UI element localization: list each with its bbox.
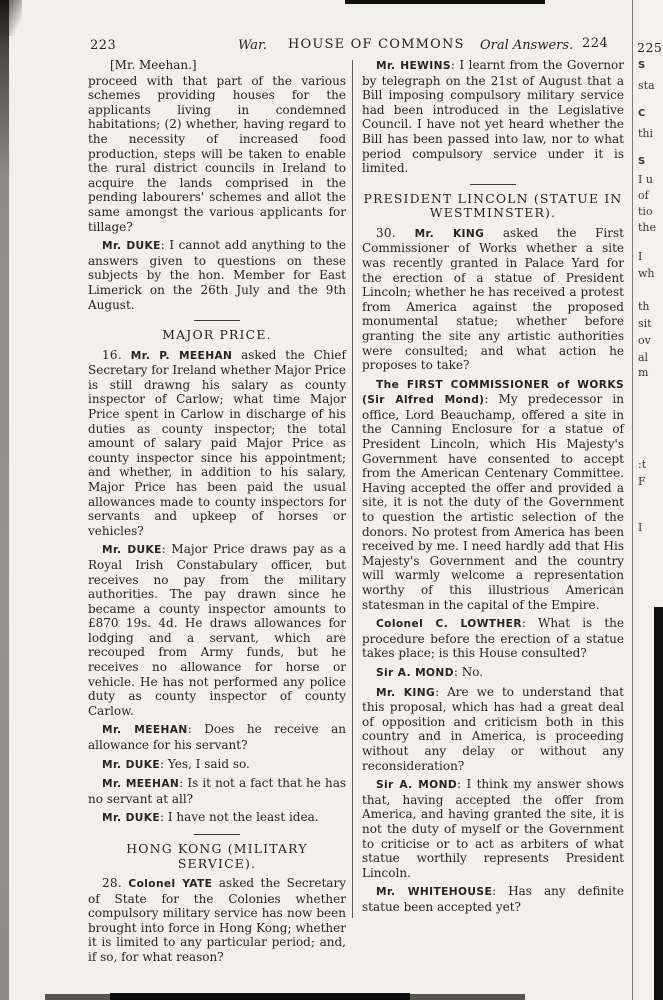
speech-paragraph: Mr. HEWINS: I learnt from the Governor by telegraph on the 21st of August that a Bill imposing compulsory military service had been introduced in the Legislative Council. I have not yet heard whether the Bill has been passed into law, nor to what period compulsory service under it is limited.: [362, 58, 625, 176]
speech-paragraph: Mr. DUKE: I have not the least idea.: [102, 810, 319, 825]
speech-text: Is it not a fact that he has no servant at all?: [88, 776, 347, 806]
speaker-name: Mr. DUKE: [102, 758, 161, 771]
speech-paragraph: Mr. MEEHAN: Is it not a fact that he has no servant at all?: [88, 776, 347, 806]
page-number-right: 224: [582, 36, 609, 51]
next-page-fragment: S: [638, 60, 646, 71]
next-page-fragment: F: [638, 475, 646, 488]
speaker-name: Colonel YATE: [128, 878, 213, 890]
speech-paragraph: [88, 74, 346, 235]
speech-paragraph: Mr. DUKE: Major Price draws pay as a Royal Irish Constabulary officer, but receives no pay from the military authorities. The pay drawn since he became a county inspector amounts to £870 19s. 4d. He draws allowances for lodging and a servant, which are recouped from Army funds, but he receives no allowance for horse or vehicle. He has not performed any police duty as county inspector of county Carlow.: [88, 542, 347, 718]
question-number: 30.: [376, 225, 396, 240]
question-number: 28.: [102, 876, 122, 890]
speaker-name: Mr. KING: [376, 686, 436, 699]
next-page-fragment: m: [638, 366, 649, 379]
speaker-name: Colonel C. LOWTHER: [376, 618, 522, 631]
next-page-fragment: thi: [638, 127, 654, 140]
speech-text: I think my answer shows that, having accepted the offer from America, and having granted the site, it is not the duty of myself or the Government to criticise or to act as arbiters of what statue worthily represents President Lincoln.: [362, 777, 625, 880]
speech-paragraph: Sir A. MOND: I think my answer shows that, having accepted the offer from America, and having granted the site, it is not the duty of myself or the Government to criticise or to act as arbiters of what statue worthily represents President Lincoln.: [362, 777, 625, 880]
next-page-fragment: al: [638, 351, 649, 364]
speaker-name: The FIRST COMMISSIONER of WORKS (Sir Alfred Mond): [362, 378, 624, 407]
next-page-fragment: tio: [638, 205, 653, 218]
page-223-224: [10, 0, 632, 1000]
next-page-fragment: sit: [638, 317, 652, 330]
speaker-name: Sir A. MOND: [376, 779, 458, 792]
speech-text: Are we to understand that this proposal, which has had a great deal of opposition and criticism both in this country and in America, is proceeding without any delay or without any reconsideration?: [362, 684, 625, 773]
speech-text: Major Price draws pay as a Royal Irish Constabulary officer, but receives no pay from the military authorities. The pay drawn since he became a county inspector amounts to £870 19s. 4d. He draws allowances for lodging and a servant, which are recouped from Army funds, but he receives no allowance for horse or vehicle. He has not performed any police duty as county inspector of county Carlow.: [88, 542, 347, 718]
speaker-name: Mr. DUKE: [102, 240, 161, 253]
page-number-left: 223: [90, 38, 117, 53]
speaker-name: Mr. KING: [414, 227, 485, 240]
next-page-fragment: th: [638, 300, 650, 313]
header-center-title: HOUSE OF COMMONS: [288, 37, 465, 52]
question-paragraph: [88, 876, 346, 965]
speaker-name: Mr. HEWINS: [376, 60, 451, 72]
speech-text: asked the Chief Secretary for Ireland whether Major Price is still drawng his salary as county inspector of Carlow; what time Major Price spent in Carlow in discharge of his duties as county inspector; the total amount of salary paid Major Price as county inspector since his appointment; and whether, in addition to his salary, Major Price has been paid the usual allowances made to county inspectors for servants and upkeep of horses or vehicles?: [88, 347, 346, 538]
speech-text: Has any definite statue been accepted yet?: [362, 884, 624, 914]
speech-paragraph: The FIRST COMMISSIONER of WORKS (Sir Alfred Mond): My predecessor in office, Lord Beauchamp, offered a site in the Canning Enclosure for a statue of President Lincoln, which His Majesty's Government have consented to accept from the American Centenary Committee. Having accepted the offer and provided a site, it is not the duty of the Government to question the artistic selection of the donors. No protest from America has been received by me. I need hardly add that His Majesty's Government and the country will warmly welcome a representation worthy of this illustrious American statesman in the capital of the Empire.: [362, 378, 624, 612]
speaker-name: Sir A. MOND: [376, 666, 454, 679]
scan-corner-shadow: [9, 0, 22, 36]
scan-bottom-black-bar: [110, 993, 410, 1000]
speech-text: I cannot add anything to the answers given to questions on these subjects by the hon. Member for East Limerick on the 26th July and the 9th August.: [88, 238, 346, 312]
next-page-fragment: wh: [638, 267, 655, 280]
next-page-fragment: I: [638, 250, 643, 263]
speaker-name: Mr. MEEHAN: [102, 778, 180, 791]
next-page-fragment: S: [638, 156, 646, 167]
speaker-name: Mr. P. MEEHAN: [130, 349, 233, 362]
speaker-name: Mr. WHITEHOUSE: [376, 886, 493, 899]
right-column: [362, 58, 624, 918]
speech-paragraph: Mr. MEEHAN: Does he receive an allowance for his servant?: [88, 722, 347, 753]
section-heading: MAJOR PRICE.: [162, 327, 272, 343]
speech-text: Does he receive an allowance for his servant?: [88, 722, 347, 753]
next-page-fragment: I: [638, 521, 643, 534]
page-number-next: 225: [637, 40, 663, 55]
next-page-fragment: ov: [638, 334, 651, 347]
scan-right-black-edge: [654, 607, 663, 1000]
scan-top-black-bar: [345, 0, 545, 4]
speaker-name: Mr. DUKE: [102, 544, 162, 557]
speech-text: asked the First Commissioner of Works whether a site was recently granted in Palace Yard for the erection of a statue of President Lincoln; whether he has received a protest from America against the proposed monumental statue; whether before granting the site any artistic authorities were consulted; and what action he proposes to take?: [362, 225, 624, 373]
speech-text: I have not the least idea.: [167, 810, 319, 825]
question-paragraph: [362, 226, 624, 373]
speech-paragraph: Sir A. MOND: No.: [376, 664, 484, 679]
speech-paragraph: Mr. DUKE: Yes, I said so.: [102, 756, 250, 771]
section-heading: HONG KONG (MILITARY SERVICE).: [126, 841, 308, 871]
next-page-fragment: I u: [638, 173, 653, 186]
speech-text: What is the procedure before the erection of a statue takes place; is this House consulted?: [362, 616, 624, 661]
section-separator-rule: [194, 834, 240, 835]
question-paragraph: [88, 348, 346, 539]
next-page-fragment: :t: [638, 458, 647, 471]
speech-paragraph: Mr. KING: Are we to understand that this proposal, which has had a great deal of opposition and criticism both in this country and in America, is proceeding without any delay or without any reconsideration?: [362, 684, 625, 773]
speech-text: proceed with that part of the various schemes providing houses for the applicants living in condemned habitations; (2) whether, having regard to the necessity of increased food production, steps will be taken to enable the rural district councils in Ireland to acquire the lands comprised in the pending labourers' schemes and allot the same amongst the various applicants for tillage?: [88, 73, 346, 234]
speech-text: Yes, I said so.: [167, 756, 250, 771]
question-number: 16.: [102, 347, 122, 362]
running-title-right: Oral Answers.: [480, 38, 574, 53]
speech-text: asked the Secretary of State for the Colonies whether compulsory military service has now been brought into force in Hong Kong; whether it is limited to any particular period; and, if so, for what reason?: [88, 876, 346, 964]
next-page-fragment: sta: [638, 79, 655, 92]
section-separator-rule: [470, 184, 516, 185]
next-page-fragment: of: [638, 189, 649, 202]
speech-text: My predecessor in office, Lord Beauchamp, offered a site in the Canning Enclosure for a statue of President Lincoln, which His Majesty's Government have consented to accept from the American Centenary Committee. Having accepted the offer and provided a site, it is not the duty of the Government to question the artistic selection of the donors. No protest from America has been received by me. I need hardly add that His Majesty's Government and the country will warmly welcome a representation worthy of this illustrious American statesman in the capital of the Empire.: [362, 392, 624, 612]
section-heading: PRESIDENT LINCOLN (STATUE IN WESTMINSTER).: [363, 190, 623, 221]
running-title-left: War.: [238, 38, 267, 53]
speech-paragraph: Mr. WHITEHOUSE: Has any definite statue been accepted yet?: [362, 884, 624, 914]
speech-text: I learnt from the Governor by telegraph on the 21st of August that a Bill imposing compulsory military service had been introduced in the Legislative Council. I have not yet heard whether the Bill has been passed into law, nor to what period compulsory service under it is limited.: [362, 58, 625, 176]
column-divider-rule: [352, 60, 353, 918]
speech-paragraph: Colonel C. LOWTHER: What is the procedure before the erection of a statue takes place; is this House consulted?: [362, 616, 624, 661]
scan-left-page-curl: [0, 0, 9, 1000]
section-separator-rule: [194, 320, 240, 321]
speech-text: No.: [461, 664, 484, 679]
left-column: [88, 58, 346, 969]
continuation-label: [Mr. Meehan.]: [110, 58, 197, 72]
next-page-fragment: the: [638, 221, 657, 234]
speaker-name: Mr. DUKE: [102, 812, 161, 825]
speech-paragraph: Mr. DUKE: I cannot add anything to the answers given to questions on these subjects by the hon. Member for East Limerick on the 26th July and the 9th August.: [88, 238, 346, 312]
next-page-fragment: C: [638, 108, 646, 119]
speaker-name: Mr. MEEHAN: [102, 724, 188, 737]
